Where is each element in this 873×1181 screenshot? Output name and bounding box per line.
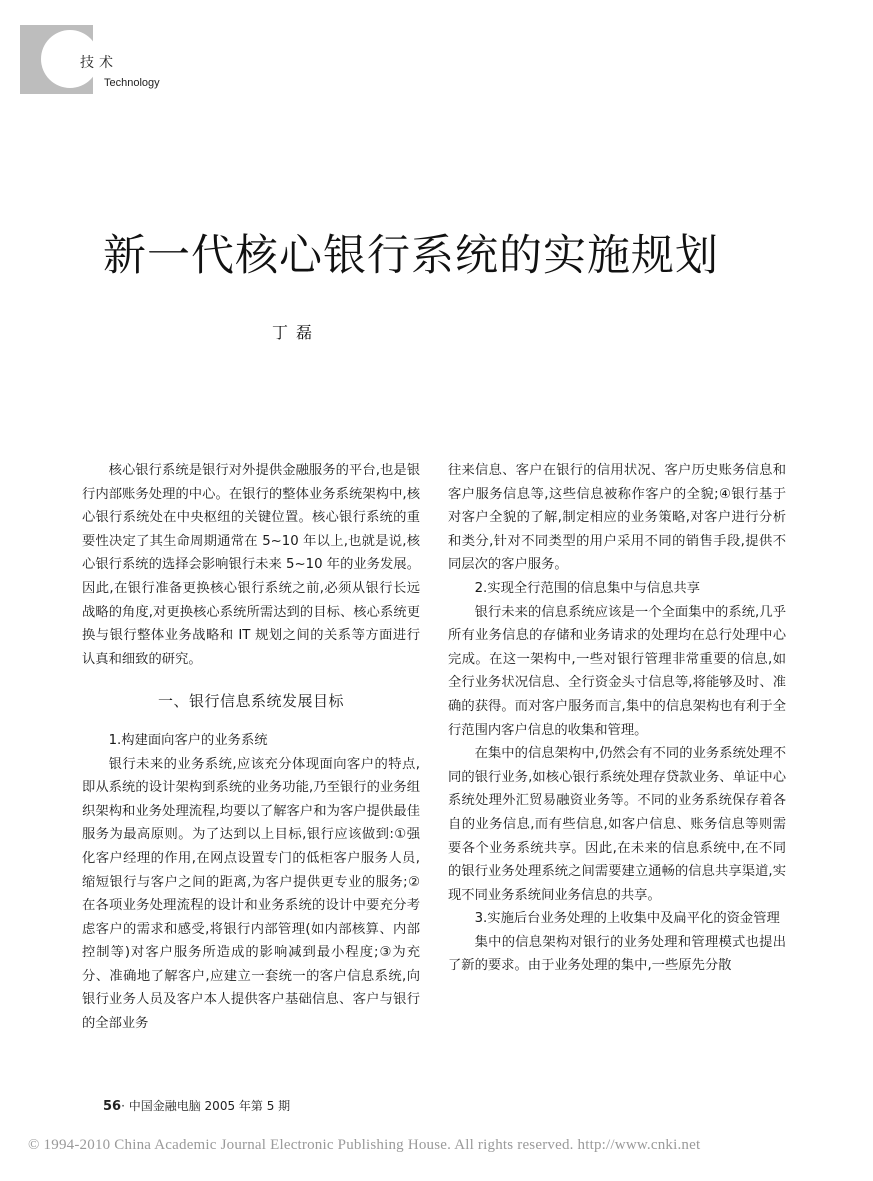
- page-footer: [103, 1097, 290, 1114]
- intro-paragraph: 核心银行系统是银行对外提供金融服务的平台,也是银行内部账务处理的中心。在银行的整体业务系统架构中,核心银行系统处在中央枢纽的关键位置。核心银行系统的重要性决定了其生命周期通常在 5~10 年以上,也就是说,核心银行系统的选择会影响银行未来 5~10 年的业务发展。因此,在银行准备更换核心银行系统之前,必须从银行长远战略的角度,对更换核心系统所需达到的目标、核心系统更换与银行整体业务战略和 IT 规划之间的关系等方面进行认真和细致的研究。: [82, 463, 420, 667]
- subsection-2-paragraph-2: 在集中的信息架构中,仍然会有不同的业务系统处理不同的银行业务,如核心银行系统处理存贷款业务、单证中心系统处理外汇贸易融资业务等。不同的业务系统保存着各自的业务信息,而有些信息,如客户信息、账务信息等则需要各个业务系统共享。因此,在未来的信息系统中,在不同的银行业务处理系统之间需要建立通畅的信息共享渠道,实现不同业务系统间业务信息的共享。: [448, 746, 786, 903]
- subsection-3-body: 集中的信息架构对银行的业务处理和管理模式也提出了新的要求。由于业务处理的集中,一些原先分散: [448, 934, 786, 974]
- page-number: 56: [103, 1099, 122, 1114]
- subsection-1-body: 银行未来的业务系统,应该充分体现面向客户的特点,即从系统的设计架构到系统的业务功能,乃至银行的业务组织架构和业务处理流程,均要以了解客户和为客户提供最佳服务为最高原则。为了达到以上目标,银行应该做到:①强化客户经理的作用,在网点设置专门的低柜客户服务人员,缩短银行与客户之间的距离,为客户提供更专业的服务;②在各项业务处理流程的设计和业务系统的设计中要充分考虑客户的需求和感受,将银行内部管理(如内部核算、内部控制等)对客户服务所造成的影响减到最小程度;③为充分、准确地了解客户,应建立一套统一的客户信息系统,向银行业务人员及客户本人提供客户基础信息、客户与银行的全部业务: [82, 756, 420, 1032]
- section-label-chinese: 技术: [80, 55, 118, 71]
- folio-separator: ·: [121, 1099, 129, 1113]
- section-label-english: Technology: [104, 77, 160, 89]
- copyright-notice: © 1994-2010 China Academic Journal Electronic Publishing House. All rights reserved. http://www.cnki.net: [28, 1137, 701, 1153]
- section-heading-1: 一、银行信息系统发展目标: [157, 692, 344, 711]
- subsection-heading-3: 3.实施后台业务处理的上收集中及扁平化的资金管理: [474, 911, 780, 927]
- subsection-2-paragraph-1: 银行未来的信息系统应该是一个全面集中的系统,几乎所有业务信息的存储和业务请求的处理均在总行处理中心完成。在这一架构中,一些对银行管理非常重要的信息,如全行业务状况信息、全行资金头寸信息等,将能够及时、准确的获得。而对客户服务而言,集中的信息架构也有利于全行范围内客户信息的收集和管理。: [448, 604, 786, 738]
- article-author: 丁磊: [271, 323, 320, 342]
- continued-paragraph: 往来信息、客户在银行的信用状况、客户历史账务信息和客户服务信息等,这些信息被称作客户的全貌;④银行基于对客户全貌的了解,制定相应的业务策略,对客户进行分析和类分,针对不同类型的用户采用不同的销售手段,提供不同层次的客户服务。: [448, 463, 786, 573]
- article-title: 新一代核心银行系统的实施规划: [103, 231, 719, 281]
- right-column: [448, 459, 786, 978]
- left-column: [82, 459, 420, 1036]
- subsection-heading-1: 1.构建面向客户的业务系统: [108, 732, 268, 748]
- journal-name: 中国金融电脑 2005 年第 5 期: [128, 1099, 291, 1113]
- subsection-heading-2: 2.实现全行范围的信息集中与信息共享: [474, 580, 701, 596]
